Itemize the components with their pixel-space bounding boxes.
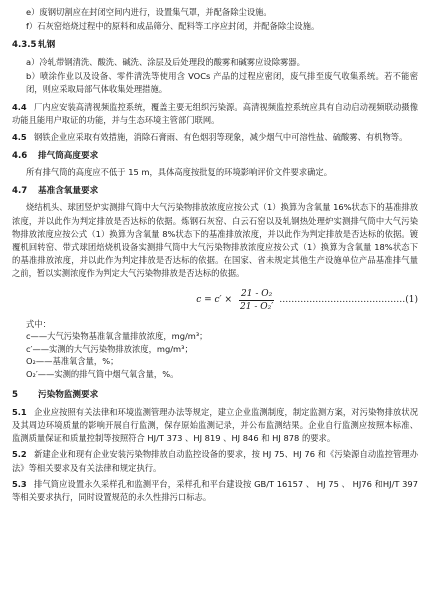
formula-number: ……………………………………(1) (279, 295, 418, 306)
formula-numerator: 21 - O₂ (241, 288, 273, 299)
section-title: 污染物监测要求 (38, 389, 99, 400)
legend-item: O₂′——实测的排气筒中烟气氧含量，%。 (26, 369, 179, 380)
formula-denominator: 21 - O₂′ (240, 301, 274, 312)
section-4-7-heading (12, 185, 418, 198)
section-5-heading (12, 389, 418, 402)
section-number: 4.3.5 (12, 40, 37, 51)
paragraph-4-6: 所有排气筒的高度应不低于 15 m，具体高度按批复的环境影响评价文件要求确定。 (26, 167, 333, 178)
legend-title: 式中： (26, 318, 51, 329)
paragraph-text: 厂内应安装高清视频监控系统，覆盖主要无组织污染源。高清视频监控系统应具有自动启动视频联动摄像功能且能用户取证的功能，并与生态环境主管部门联网。 (12, 102, 418, 126)
clause-a: a）冷轧带钢清洗、酸洗、碱洗、涂层及后处理段的酸雾和碱雾应设除雾器。 (26, 56, 305, 67)
section-title: 基准含氧量要求 (38, 186, 99, 197)
clause-b: b）喷涂作业以及设备、零件清洗等使用含 VOCs 产品的过程应密闭，废气排至废气收集系统。若不能密闭，则应采取局部气体收集处理措施。 (26, 70, 418, 95)
paragraph-number: 5.3 (12, 478, 27, 489)
paragraph-number: 5.1 (12, 406, 27, 417)
paragraph-text: 排气筒应设置永久采样孔和监测平台，采样孔和平台建设按 GB/T 16157 、 HJ 75 、 HJ76 和HJ/T 397 等相关要求执行，同时设置规范的永久性排污口标志。 (12, 478, 418, 503)
paragraph-4-7: 烧结机头、球团竖炉实测排气筒中大气污染物排放浓度应按公式（1）换算为含氧量 16%状态下的基准排放浓度，并以此作为判定排放是否达标的依据。炼钢石灰窑、白云石窑以及轧钢热处理炉实测排气筒中大气污染物排放浓度应按公式（1）换算为含氧量 8%状态下的基准排放浓度，并以此作为判定排放是否达标的依据。镀覆机回转窑、带式球团焙烧机设备实测排气筒中大气污染物排放浓度应按公式（1）换算为含氧量 18%状态下的基准排放浓度，并以此作为判定排放是否达标的依据。在国家、省未规定其他生产设施单位产品基准排气量之前，暂以实测浓度作为判定大气污染物排放是否达标的依据。 (12, 202, 418, 279)
clause-f: f）石灰窑焙烧过程中的原料和成品筛分、配料等工序应封闭，并配备除尘设施。 (26, 21, 320, 32)
paragraph-4-4 (12, 101, 418, 127)
section-title: 轧钢 (38, 40, 56, 51)
section-number: 5 (12, 389, 18, 400)
section-title: 排气筒高度要求 (38, 150, 99, 161)
section-number: 4.6 (12, 150, 28, 161)
legend-item: c′——实测的大气污染物排放浓度，mg/m³； (26, 343, 193, 354)
section-number: 4.7 (12, 186, 28, 197)
legend-item: c——大气污染物基准氧含量排放浓度，mg/m³； (26, 331, 208, 342)
formula-legend (26, 318, 418, 381)
paragraph-number: 4.4 (12, 102, 27, 113)
section-4-6-heading (12, 150, 418, 163)
clause-e: e）废钢切割应在封闭空间内进行，设置集气罩，并配备除尘设施。 (26, 7, 272, 17)
paragraph-text: 企业应按照有关法律和环境监测管理办法等规定，建立企业监测制度，制定监测方案，对污染物排放状况及其周边环境质量的影响开展自行监测，保存原始监测记录，并公布监测结果。企业自行监测应按照本标准、监测质量保证和质量控制等按照符合 HJ/T 373 、HJ 819 、HJ 846 和 HJ 878 的要求。 (12, 406, 418, 444)
paragraph-number: 4.5 (12, 131, 27, 142)
legend-item: O₂——基准氧含量，%； (26, 356, 119, 367)
paragraph-5-3 (12, 478, 418, 504)
paragraph-4-5 (12, 131, 418, 144)
paragraph-number: 5.2 (12, 449, 27, 460)
paragraph-text: 钢铁企业应采取有效措施，消除石膏雨、有色烟羽等现象，减少烟气中可溶性盐、硫酸雾、有机物等。 (34, 131, 408, 142)
formula-fraction (238, 289, 275, 312)
section-4-3-5-heading (12, 39, 418, 52)
oxygen-conversion-formula (12, 289, 418, 312)
paragraph-5-1 (12, 406, 418, 446)
paragraph-5-2 (12, 448, 418, 474)
formula-lhs: c = c′ × (196, 295, 232, 306)
paragraph-text: 新建企业和现有企业安装污染物排放自动监控设备的要求，按 HJ 75、HJ 76 和《污染源自动监控管理办法》等相关要求及有关法律和规定执行。 (12, 449, 418, 473)
